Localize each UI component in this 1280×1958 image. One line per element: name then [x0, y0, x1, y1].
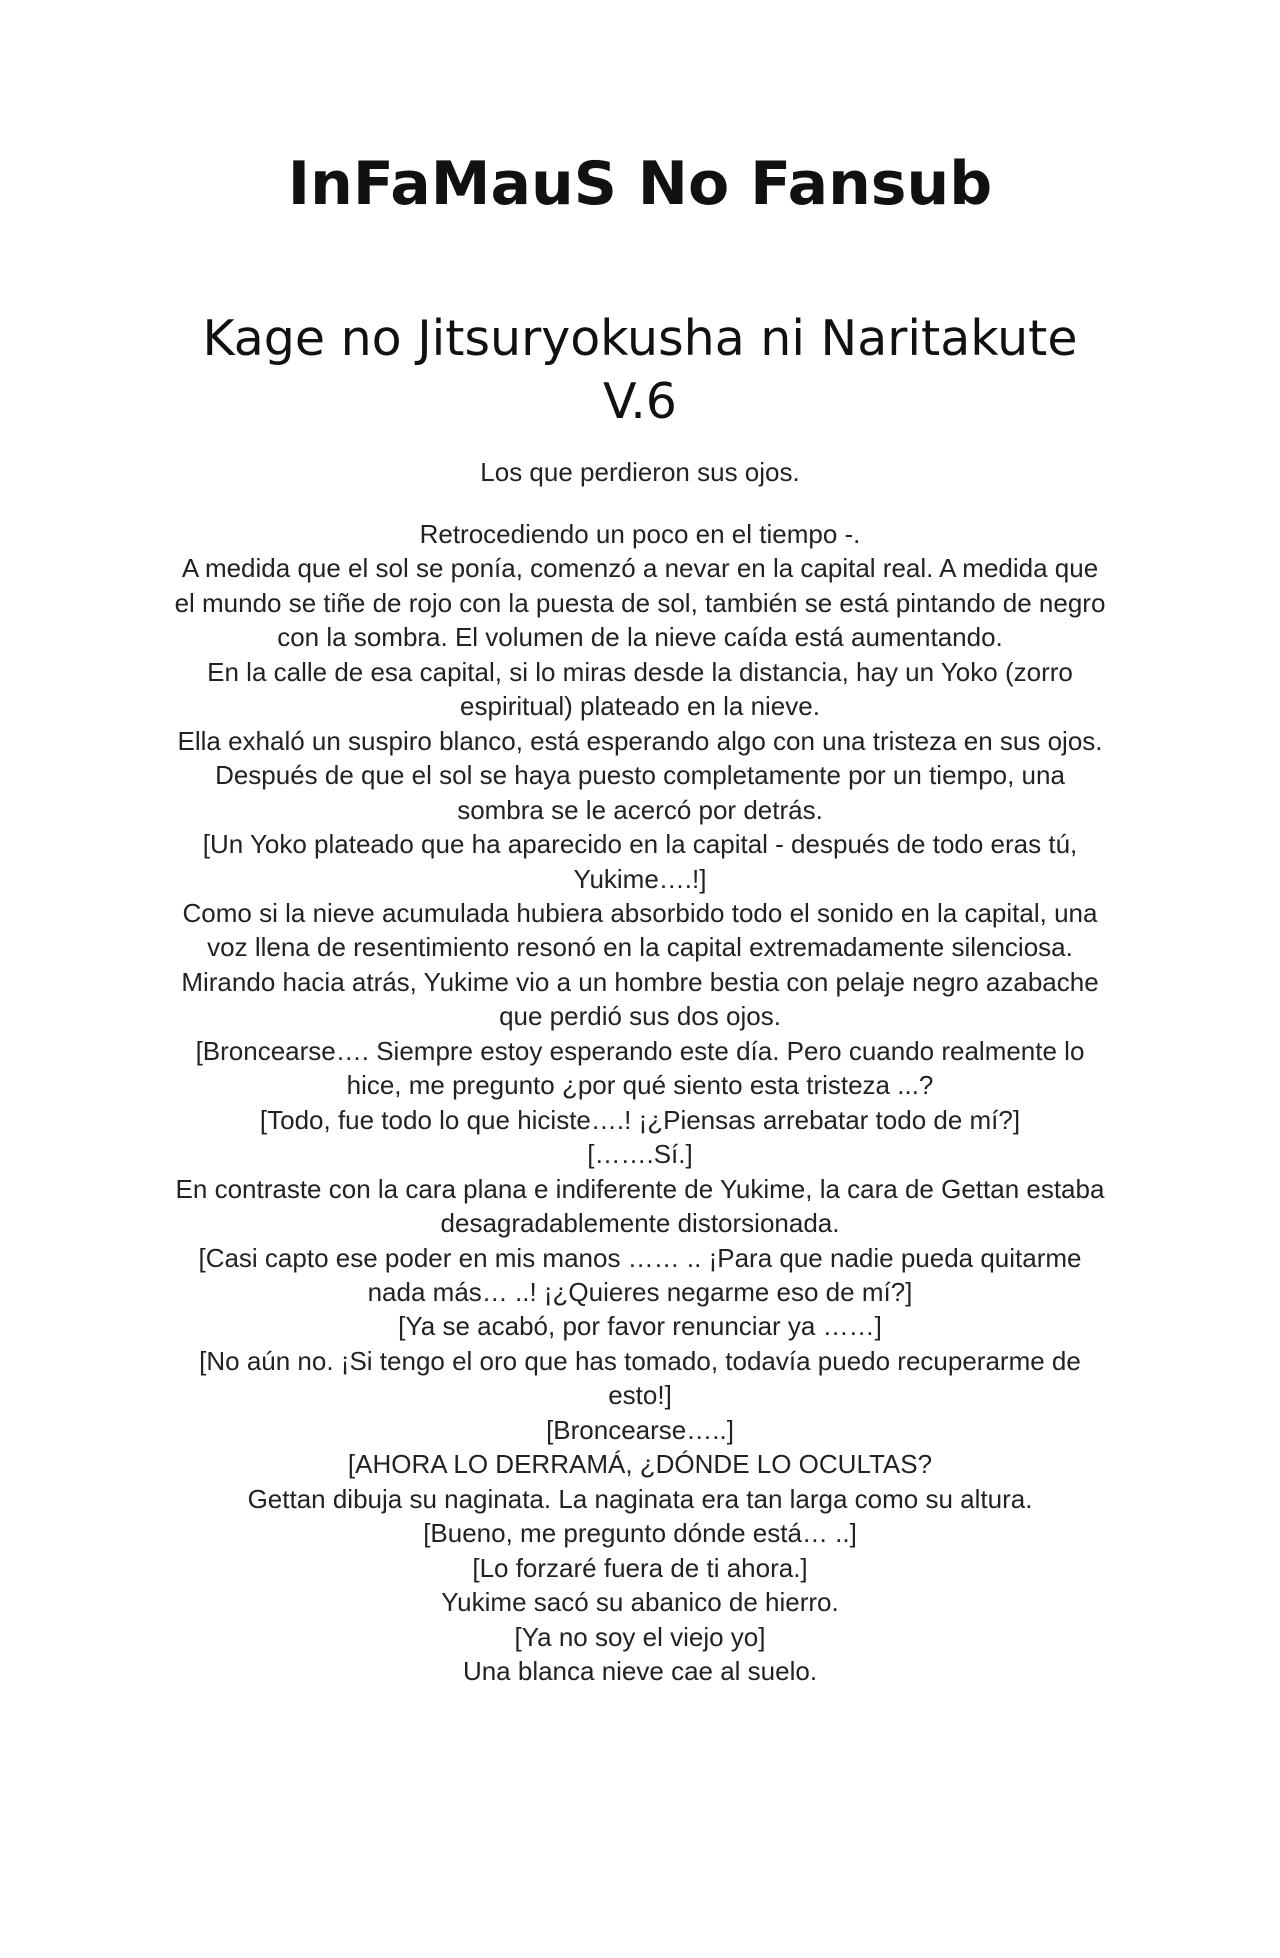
site-title: InFaMauS No Fansub	[287, 149, 993, 219]
paragraph: [Broncearse…..]	[546, 1414, 734, 1445]
paragraph: [Bueno, me pregunto dónde está… ..]	[423, 1518, 857, 1549]
paragraph: Gettan dibuja su naginata. La naginata era tan larga como su altura.	[247, 1483, 1033, 1514]
paragraph: [Broncearse…. Siempre estoy esperando este día. Pero cuando realmente lo hice, me pregunto ¿por qué siento esta tristeza ...?	[195, 1035, 1085, 1101]
paragraph: [Ya no soy el viejo yo]	[514, 1621, 766, 1652]
paragraph: […….Sí.]	[587, 1139, 693, 1170]
paragraph: [Lo forzaré fuera de ti ahora.]	[472, 1552, 808, 1583]
paragraph: Yukime sacó su abanico de hierro.	[441, 1587, 839, 1618]
paragraph: Después de que el sol se haya puesto completamente por un tiempo, una sombra se le acercó por detrás.	[215, 760, 1065, 825]
paragraph: Una blanca nieve cae al suelo.	[462, 1655, 818, 1686]
paragraph: A medida que el sol se ponía, comenzó a nevar en la capital real. A medida que el mundo se tiñe de rojo con la puesta de sol, también se está pintando de negro con la sombra. El volumen de la nieve caída está aumentando.	[174, 553, 1106, 653]
paragraph: [Un Yoko plateado que ha aparecido en la capital - después de todo eras tú, Yukime….!]	[202, 829, 1078, 894]
paragraph: En la calle de esa capital, si lo miras desde la distancia, hay un Yoko (zorro espiritual) plateado en la nieve.	[207, 656, 1073, 722]
chapter-title: Los que perdieron sus ojos.	[480, 457, 800, 487]
paragraph: Como si la nieve acumulada hubiera absorbido todo el sonido en la capital, una voz llena de resentimiento resonó en la capital extremadamente silenciosa.	[182, 897, 1098, 963]
paragraph: [AHORA LO DERRAMÁ, ¿DÓNDE LO OCULTAS?	[347, 1449, 933, 1480]
paragraph: En contraste con la cara plana e indiferente de Yukime, la cara de Gettan estaba desagradablemente distorsionada.	[175, 1173, 1105, 1239]
book-title: Kage no Jitsuryokusha ni Naritakute V.6	[202, 310, 1078, 430]
paragraph: Mirando hacia atrás, Yukime vio a un hombre bestia con pelaje negro azabache que perdió sus dos ojos.	[181, 966, 1099, 1032]
paragraph: [Todo, fue todo lo que hiciste….! ¡¿Piensas arrebatar todo de mí?]	[259, 1104, 1021, 1135]
paragraph: [No aún no. ¡Si tengo el oro que has tomado, todavía puedo recuperarme de esto!]	[199, 1345, 1081, 1411]
body-text	[170, 517, 1110, 1688]
paragraph: [Ya se acabó, por favor renunciar ya ……]	[398, 1311, 882, 1342]
paragraph: Ella exhaló un suspiro blanco, está esperando algo con una tristeza en sus ojos.	[177, 725, 1103, 756]
paragraph: [Casi capto ese poder en mis manos …… .. ¡Para que nadie pueda quitarme nada más… ..! ¡¿Quieres negarme eso de mí?]	[198, 1242, 1082, 1307]
paragraph: Retrocediendo un poco en el tiempo -.	[419, 519, 861, 549]
